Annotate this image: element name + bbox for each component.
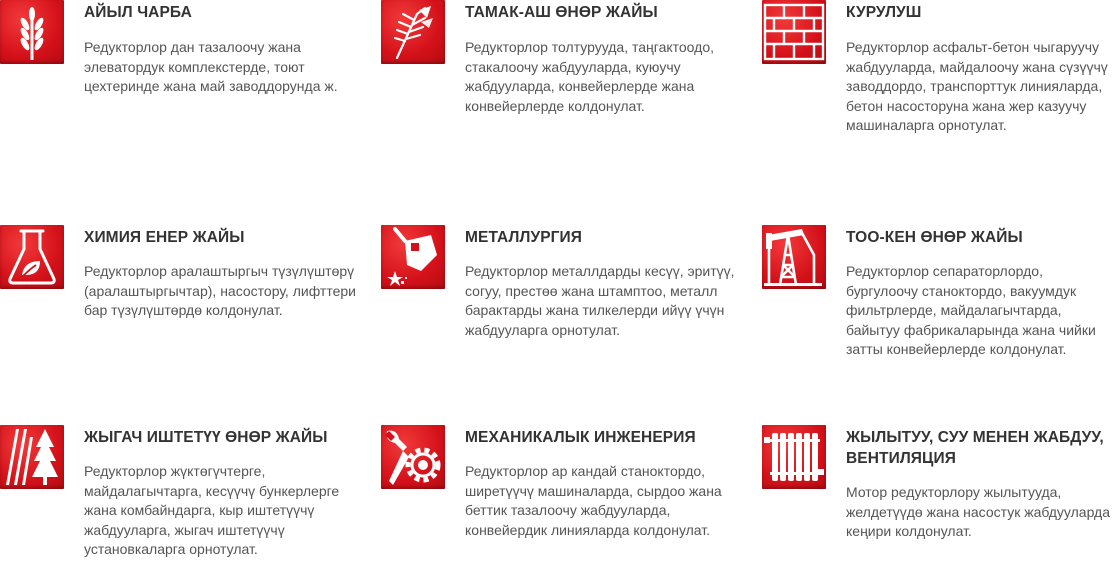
industry-description: Мотор редукторлору жылытууда, желдетүүдө жана насостук жабдууларда кеңири колдонулат. [846, 484, 1110, 539]
industry-title: ХИМИЯ ЕНЕР ЖАЙЫ [84, 229, 245, 246]
industry-description: Редукторлор толтурууда, таңгактоодо, стакалоочу жабдууларда, куюучу жабдууларда, конвейерлерде жана конвейерлерде колдонулат. [465, 39, 715, 114]
lumber-icon [0, 425, 64, 489]
ladle-icon [381, 225, 445, 289]
industry-title: ТОО-КЕН ӨНӨР ЖАЙЫ [846, 229, 1023, 246]
industry-description: Редукторлор сепараторлордо, бургулоочу станоктордо, вакуумдук фильтрлерде, майдалагычтарда, байытуу фабрикаларында жана чийки затты конвейерлерде колдонулат. [846, 263, 1096, 357]
radiator-icon [762, 425, 826, 489]
industry-description: Редукторлор металлдарды кесүү, эритүү, согуу, престөө жана штамптоо, металл барактарды жана тилкелерди ийүү үчүн жабдууларга орнотулат. [465, 263, 735, 338]
wrench-gear-icon [381, 425, 445, 489]
industry-description: Редукторлор дан тазалоочу жана элеватордук комплекстерде, тоют цехтеринде жана май заводдорунда ж. [84, 39, 338, 94]
industry-title: ТАМАК-АШ ӨНӨР ЖАЙЫ [465, 4, 658, 21]
industry-title: МЕХАНИКАЛЫК ИНЖЕНЕРИЯ [465, 429, 696, 446]
industry-description: Редукторлор ар кандай станоктордо, ширетүүчү машиналарда, сырдоо жана беттик тазалоочу жабдууларда, конвейердик линияларда колдонулат. [465, 463, 722, 538]
industry-title: КУРУЛУШ [846, 4, 922, 21]
wheat-icon [0, 0, 64, 64]
oil-pump-icon [762, 225, 826, 289]
brick-wall-icon [762, 0, 826, 64]
wheat-stalk-icon [381, 0, 445, 64]
industry-description: Редукторлор аралаштыргыч түзүлүштөрү (аралаштыргычтар), насостору, лифттери бар түзүлүштөрдө колдонулат. [84, 263, 356, 318]
industry-description: Редукторлор асфальт-бетон чыгаруучу жабдууларда, майдалоочу жана сүзүүчү заводдордо, транспорттук линияларда, бетон насосторуна жана жер казуучу машиналарга орнотулат. [846, 39, 1108, 133]
industry-description: Редукторлор жүктөгүчтерге, майдалагычтарга, кесүүчү бункерлерге жана комбайндарга, кыр иштетүүчү жабдууларга, жыгач иштетүүчү установкаларга орнотулат. [84, 463, 340, 557]
flask-icon [0, 225, 64, 289]
industry-title: АЙЫЛ ЧАРБА [84, 4, 192, 21]
industry-title: МЕТАЛЛУРГИЯ [465, 229, 583, 246]
industry-title: ЖЫЛЫТУУ, СУУ МЕНЕН ЖАБДУУ, ВЕНТИЛЯЦИЯ [846, 429, 1104, 467]
industry-title: ЖЫГАЧ ИШТЕТҮҮ ӨНӨР ЖАЙЫ [84, 429, 328, 446]
